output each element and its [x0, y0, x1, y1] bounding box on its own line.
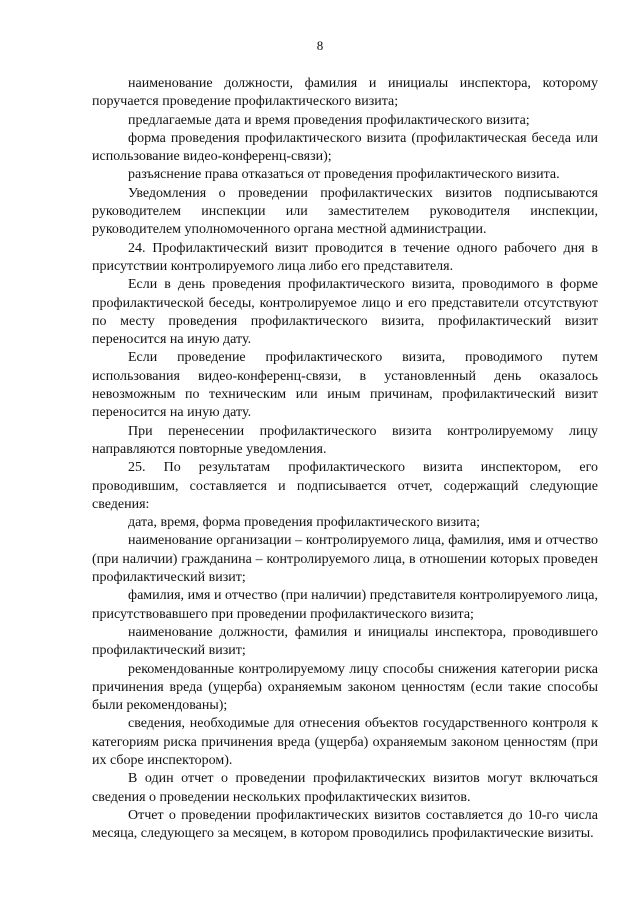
paragraph-report-risk-info: сведения, необходимые для отнесения объектов государственного контроля к категориям риска причинения вреда (ущерба) охраняемым законом ценностям (при их сборе инспектором). [92, 716, 598, 768]
paragraph-report-inspector: наименование должности, фамилия и инициалы инспектора, проводившего профилактический визит; [92, 624, 598, 659]
paragraph-report-date-time: дата, время, форма проведения профилактического визита; [128, 515, 481, 531]
paragraph-proposed-date: предлагаемые дата и время проведения профилактического визита; [128, 112, 530, 128]
paragraph-combined-report: В один отчет о проведении профилактических визитов могут включаться сведения о проведении нескольких профилактических визитов. [92, 771, 598, 805]
paragraph-item-24: 24. Профилактический визит проводится в течение одного рабочего дня в присутствии контролируемого лица либо его представителя. [92, 240, 598, 274]
paragraph-visit-form: форма проведения профилактического визита (профилактическая беседа или использование видео-конференц-связи); [92, 130, 598, 165]
paragraph-item-25: 25. По результатам профилактического визита инспектором, его проводившим, составляется и подписывается отчет, содержащий следующие сведения: [92, 460, 598, 512]
document-body [92, 75, 598, 843]
paragraph-report-representative: фамилия, имя и отчество (при наличии) представителя контролируемого лица, присутствовавшего при проведении профилактического визита; [92, 588, 598, 622]
paragraph-notification-signing: Уведомления о проведении профилактических визитов подписываются руководителем инспекции или заместителем руководителя инспекции, руководителем уполномоченного органа местной администрации. [92, 185, 598, 238]
paragraph-report-organization: наименование организации – контролируемого лица, фамилия, имя и отчество (при наличии) гражданина – контролируемого лица, в отношении которых проведен профилактический визит; [92, 533, 598, 586]
paragraph-right-to-refuse: разъяснение права отказаться от проведения профилактического визита. [128, 167, 560, 183]
paragraph-absence-reschedule: Если в день проведения профилактического визита, проводимого в форме профилактической беседы, контролируемое лицо и его представители отсутствуют по месту проведения профилактического визита, профилактический визит переносится на иную дату. [92, 277, 598, 348]
paragraph-inspector-name: наименование должности, фамилия и инициалы инспектора, которому поручается проведение профилактического визита; [92, 76, 598, 110]
paragraph-report-deadline: Отчет о проведении профилактических визитов составляется до 10-го числа месяца, следующего за месяцем, в котором проводились профилактические визиты. [92, 807, 598, 842]
paragraph-report-recommendations: рекомендованные контролируемому лицу способы снижения категории риска причинения вреда (ущерба) охраняемым законом ценностям (если такие способы были рекомендованы); [92, 661, 598, 714]
paragraph-video-reschedule: Если проведение профилактического визита, проводимого путем использования видео-конференц-связи, в установленный день оказалось невозможным по техническим или иным причинам, профилактический визит переносится на иную дату. [92, 350, 598, 421]
page-number: 8 [316, 38, 324, 53]
paragraph-repeat-notifications: При перенесении профилактического визита контролируемому лицу направляются повторные уведомления. [92, 423, 598, 457]
